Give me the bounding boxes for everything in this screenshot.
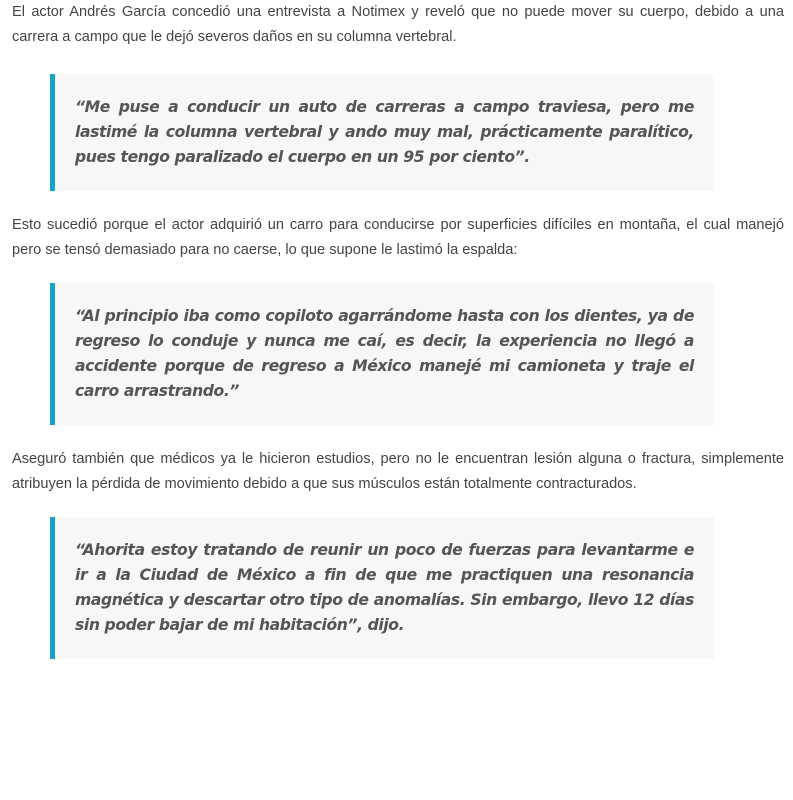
article-body <box>12 0 784 659</box>
blockquote-2 <box>50 283 714 425</box>
quote-text-1: “Me puse a conducir un auto de carreras a campo traviesa, pero me lastimé la columna vertebral y ando muy mal, prácticamente paralítico, pues tengo paralizado el cuerpo en un 95 por ciento”. <box>75 98 694 166</box>
article-paragraph-1: El actor Andrés García concedió una entrevista a Notimex y reveló que no puede mover su cuerpo, debido a una carrera a campo que le dejó severos daños en su columna vertebral. <box>12 4 784 45</box>
article-paragraph-2: Esto sucedió porque el actor adquirió un carro para conducirse por superficies difíciles en montaña, el cual manejó pero se tensó demasiado para no caerse, lo que supone le lastimó la espalda: <box>12 217 784 258</box>
quote-text-2: “Al principio iba como copiloto agarrándome hasta con los dientes, ya de regreso lo conduje y nunca me caí, es decir, la experiencia no llegó a accidente porque de regreso a México manejé mi camioneta y traje el carro arrastrando.” <box>75 307 694 400</box>
blockquote-1 <box>50 74 714 191</box>
blockquote-3 <box>50 517 714 659</box>
article-paragraph-3: Aseguró también que médicos ya le hicieron estudios, pero no le encuentran lesión alguna o fractura, simplemente atribuyen la pérdida de movimiento debido a que sus músculos están totalmente contracturados. <box>12 451 784 492</box>
quote-text-3: “Ahorita estoy tratando de reunir un poco de fuerzas para levantarme e ir a la Ciudad de México a fin de que me practiquen una resonancia magnética y descartar otro tipo de anomalías. Sin embargo, llevo 12 días sin poder bajar de mi habitación”, dijo. <box>75 541 694 634</box>
